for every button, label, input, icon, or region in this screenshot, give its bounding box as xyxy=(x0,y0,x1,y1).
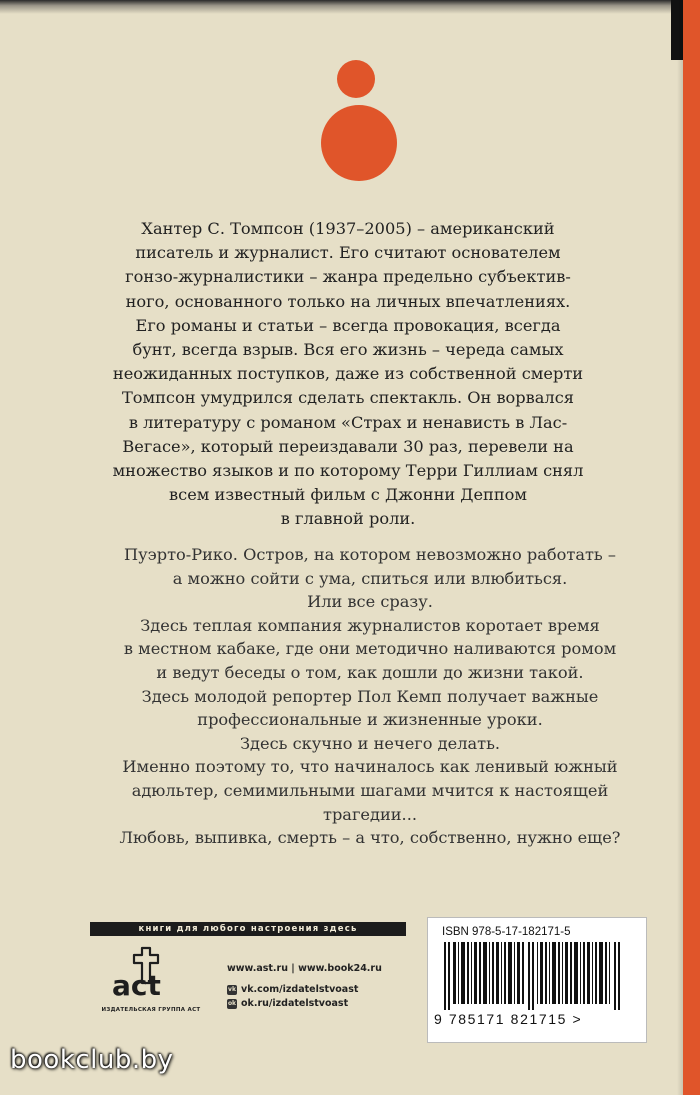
bio-line: гонзо-журналистики – жанра предельно субъектив- xyxy=(125,267,571,287)
publisher-logo xyxy=(90,945,212,1023)
bio-line: в литературу с романом «Страх и ненависть в Лас- xyxy=(128,412,568,432)
publisher-links xyxy=(227,962,417,1011)
logo-text: act xyxy=(112,969,161,1002)
ok-link[interactable]: ok.ru/izdatelstvoast xyxy=(241,998,349,1009)
vk-link[interactable]: vk.com/izdatelstvoast xyxy=(241,984,359,995)
logo-caption: ИЗДАТЕЛЬСКАЯ ГРУППА АСТ xyxy=(101,1007,201,1013)
ok-icon: ok xyxy=(227,999,237,1007)
slogan-banner: книги для любого настроения здесь xyxy=(90,922,406,936)
blurb-line: Именно поэтому то, что начиналось как ленивый южный xyxy=(122,757,618,777)
barcode-icon xyxy=(442,942,632,1010)
bio-line: Хантер С. Томпсон (1937–2005) – американский xyxy=(141,219,555,238)
isbn-label: ISBN 978-5-17-182171-5 xyxy=(442,926,571,938)
vk-icon: vk xyxy=(228,985,236,993)
websites-row xyxy=(227,962,417,975)
blurb-line: Или все сразу. xyxy=(307,592,433,612)
bio-line: Томпсон умудрился сделать спектакль. Он ворвался xyxy=(121,388,574,408)
bio-line: Вегасе», который переиздавали 30 раз, перевели на xyxy=(122,436,574,456)
blurb-line: адюльтер, семимильными шагами мчится к настоящей xyxy=(131,780,609,800)
ast-logo-icon xyxy=(90,945,212,1007)
vk-row xyxy=(227,983,417,996)
websites-link[interactable]: www.ast.ru | www.book24.ru xyxy=(227,963,382,974)
bio-line: бунт, всегда взрыв. Вся его жизнь – череда самых xyxy=(132,340,564,360)
blurb-line: Пуэрто-Рико. Остров, на котором невозможно работать – xyxy=(124,545,616,564)
ok-row xyxy=(227,997,417,1010)
bio-line: ного, основанного только на личных впечатлениях. xyxy=(125,291,571,311)
bio-line: в главной роли. xyxy=(280,509,416,529)
blurb-line: Здесь теплая компания журналистов коротает время xyxy=(140,615,600,635)
bio-line: неожиданных поступков, даже из собственной смерти xyxy=(112,364,584,384)
spine-stripe xyxy=(683,0,700,1095)
blurb-line: а можно сойти с ума, спиться или влюбиться. xyxy=(172,568,568,588)
bio-line: писатель и журналист. Его считают основателем xyxy=(135,243,561,263)
barcode-panel xyxy=(427,917,647,1043)
blurb-line: профессиональные и жизненные уроки. xyxy=(197,710,543,730)
blurb-line: трагедии... xyxy=(322,804,417,824)
blurb-line: и ведут беседы о том, как дошли до жизни такой. xyxy=(156,662,584,682)
decorative-large-dot xyxy=(321,105,397,181)
author-bio xyxy=(88,217,608,532)
blurb-line: в местном кабаке, где они методично наливаются ромом xyxy=(123,639,617,659)
decorative-small-dot xyxy=(337,60,375,98)
bio-line: множество языков и по которому Терри Гиллиам снял xyxy=(112,461,584,481)
watermark: bookclub.by xyxy=(10,1045,174,1075)
bio-line: Его романы и статьи – всегда провокация, всегда xyxy=(135,315,561,335)
bio-line: всем известный фильм с Джонни Деппом xyxy=(169,485,527,505)
blurb-line: Здесь молодой репортер Пол Кемп получает важные xyxy=(141,686,599,706)
barcode-number: 9 785171 821715 > xyxy=(434,1011,583,1027)
book-blurb xyxy=(96,543,644,850)
blurb-line: Любовь, выпивка, смерть – а что, собственно, нужно еще? xyxy=(119,828,621,848)
blurb-line: Здесь скучно и нечего делать. xyxy=(239,733,501,753)
top-edge-shadow xyxy=(0,0,700,14)
